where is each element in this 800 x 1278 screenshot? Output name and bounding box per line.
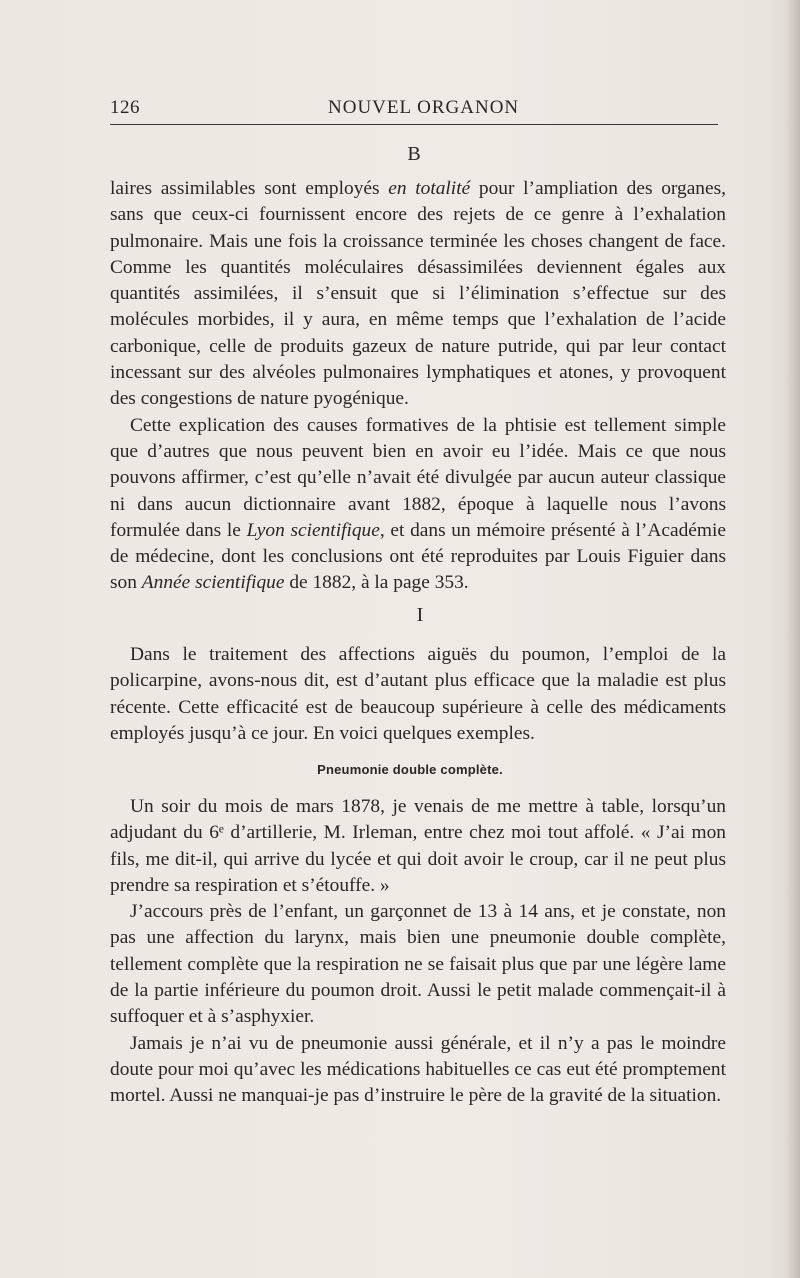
text-block-2 xyxy=(110,642,726,747)
text-run: Cette explication des causes formatives de la phtisie est tellement simple que d’autres que nous peuvent bien en avoir eu l’idée. Mais ce que nous pouvons affirmer, c’est qu’elle n’avait été divulgée par aucun auteur classique ni dans aucun dictionnaire avant 1882, époque à laquelle nous l’avons formulée dans le xyxy=(110,414,726,541)
paragraph: Jamais je n’ai vu de pneumonie aussi générale, et il n’y a pas le moindre doute pour moi qu’avec les médications habituelles ce cas eut été promptement mortel. Aussi ne manquai-je pas d’instruire le père de la gravité de la situation. xyxy=(110,1032,726,1107)
section-letter-b: B xyxy=(407,143,421,165)
text-run: de 1882, à la page 353. xyxy=(284,572,469,594)
page-number: 126 xyxy=(110,97,140,118)
page-edge-shadow xyxy=(786,0,800,1278)
running-header xyxy=(110,97,718,121)
header-rule xyxy=(110,124,718,125)
section-letter-i: I xyxy=(416,604,424,626)
paragraph: Dans le traitement des affections aiguës du poumon, l’emploi de la policarpine, avons-nous dit, est d’autant plus efficace que la maladie est plus récente. Cette efficacité est de beaucoup supérieure à celle des médicaments employés jusqu’à ce jour. En voici quelques exemples. xyxy=(110,644,726,744)
paragraph: Un soir du mois de mars 1878, je venais de me mettre à table, lorsqu’un adjudant du 6ᵉ d’artillerie, M. Irleman, entre chez moi tout affolé. « J’ai mon fils, me dit-il, qui arrive du lycée et qui doit avoir le croup, car il ne peut plus prendre sa respiration et s’étouffe. » xyxy=(110,796,726,896)
paragraph xyxy=(110,413,726,597)
text-run: pour l’ampliation des organes, sans que ceux-ci fournissent encore des rejets de ce genre à l’exhalation pulmonaire. Mais une fois la croissance terminée les choses changent de face. Comme les quantités moléculaires désassimilées deviennent égales aux quantités assimilées, il s’ensuit que si l’élimination s’effectue sur des molécules morbides, il y aura, en même temps que l’exhalation de l’acide carbonique, celle de produits gazeux de nature putride, qui par leur contact incessant sur des alvéoles pulmonaires lymphatiques et atones, y provoquent des congestions de nature pyogénique. xyxy=(110,178,726,410)
emphasis: Année scientifique xyxy=(141,572,285,594)
emphasis: en totalité xyxy=(388,178,471,199)
subheading: Pneumonie double complète. xyxy=(317,762,503,777)
paragraph: J’accours près de l’enfant, un garçonnet de 13 à 14 ans, et je constate, non pas une affection du larynx, mais bien une pneumonie double complète, tellement complète que la respiration ne se faisait plus que par une légère lame de la partie inférieure du poumon droit. Aussi le petit malade commençait-il à suffoquer et à s’asphyxier. xyxy=(110,901,726,1028)
emphasis: Lyon scientifique xyxy=(246,519,380,541)
text-run: , et dans un mémoire présenté à l’Académie de médecine, dont les conclusions ont été reproduites par Louis Figuier dans son xyxy=(110,519,726,594)
text-run: laires assimilables sont employés xyxy=(110,178,389,199)
text-block-3 xyxy=(110,794,726,1110)
running-title: NOUVEL ORGANON xyxy=(328,97,520,118)
paragraph xyxy=(110,176,726,413)
text-block-1 xyxy=(110,176,726,597)
